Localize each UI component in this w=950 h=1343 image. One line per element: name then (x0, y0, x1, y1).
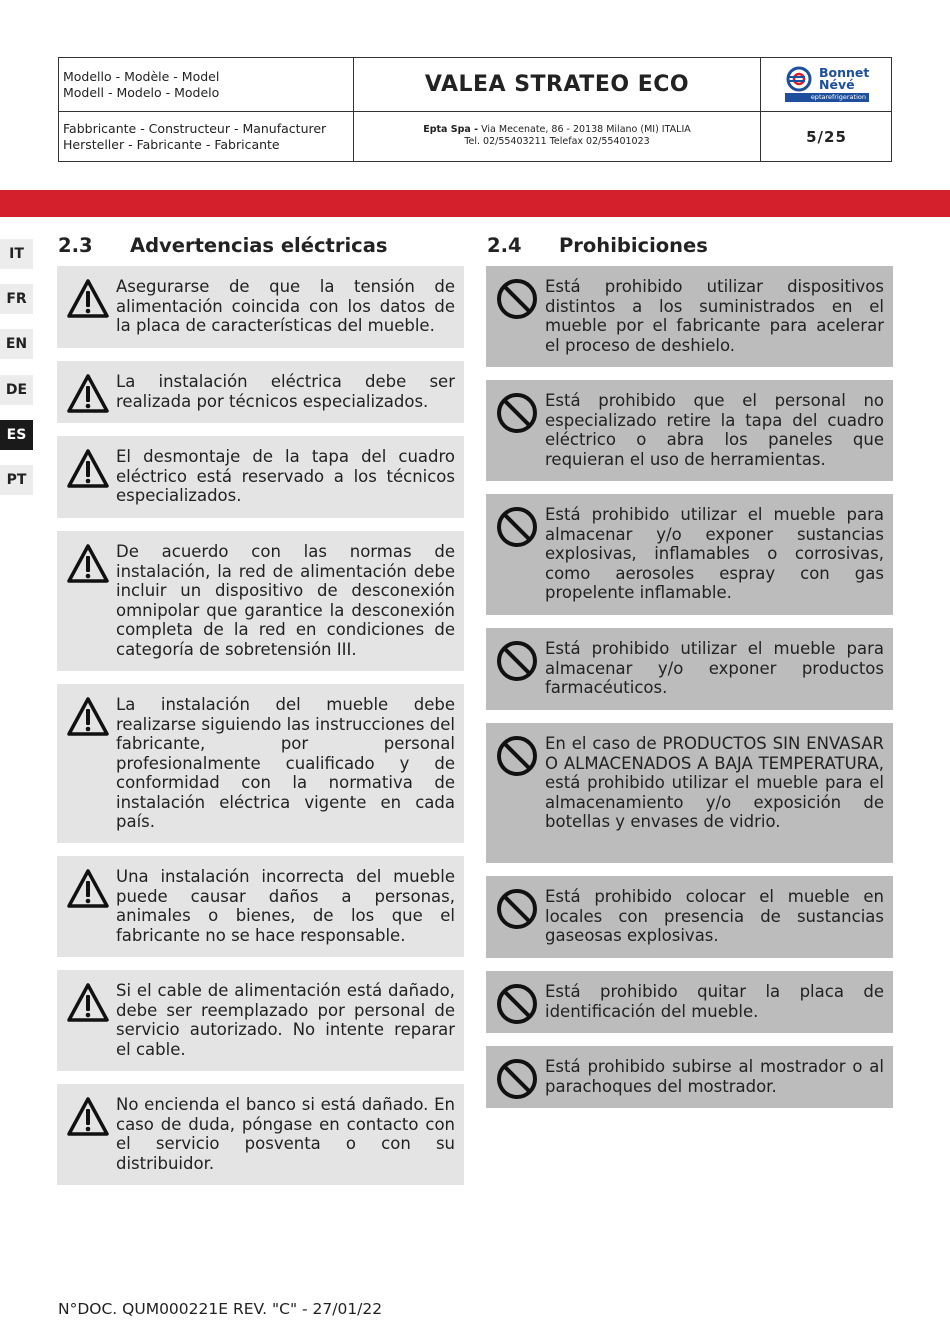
red-divider-band (0, 190, 950, 217)
logo-subtitle: eptarefrigeration (785, 93, 869, 102)
prohibition-text: Está prohibido subirse al mostrador o al parachoques del mostrador. (545, 1057, 884, 1096)
warning-item (57, 856, 464, 957)
warning-text: La instalación eléctrica debe ser realizada por técnicos especializados. (116, 372, 455, 411)
bonnet-neve-logo (783, 65, 873, 105)
lang-tab-de[interactable]: DE (0, 375, 33, 405)
logo-wordmark (819, 67, 869, 91)
lang-tab-it[interactable]: IT (0, 239, 33, 269)
manufacturer-label-cell (59, 112, 354, 161)
manufacturer-label-line-1: Fabbricante - Constructeur - Manufacturer (63, 121, 327, 136)
prohibition-item (486, 628, 893, 710)
document-header (58, 57, 892, 162)
warning-item (57, 361, 464, 423)
warning-text: No encienda el banco si está dañado. En caso de duda, póngase en contacto con el servicio posventa o con su distribuidor. (116, 1095, 455, 1173)
prohibition-item (486, 380, 893, 481)
warning-text: Si el cable de alimentación está dañado, debe ser reemplazado por personal de servicio autorizado. No intente reparar el cable. (116, 981, 455, 1059)
warning-item (57, 684, 464, 843)
lang-tab-es[interactable]: ES (0, 420, 33, 450)
section-title: Advertencias eléctricas (130, 234, 388, 257)
prohibition-text: Está prohibido que el personal no especializado retire la tapa del cuadro eléctrico o abra los paneles que requieran el uso de herramientas. (545, 391, 884, 469)
address-company: Epta Spa - (423, 124, 479, 135)
prohibited-icon (495, 1057, 539, 1101)
prohibition-item (486, 723, 893, 863)
prohibited-icon (495, 277, 539, 321)
section-heading-electrical (58, 234, 387, 257)
section-heading-prohibitions (487, 234, 708, 257)
section-number: 2.4 (487, 234, 522, 257)
prohibited-icon (495, 391, 539, 435)
model-label-line-2: Modell - Modelo - Modelo (63, 85, 220, 100)
warning-triangle-icon (66, 695, 110, 739)
prohibited-icon (495, 887, 539, 931)
warning-triangle-icon (66, 1095, 110, 1139)
prohibition-item (486, 494, 893, 615)
warning-item (57, 970, 464, 1071)
euro-swirl-icon (783, 65, 819, 93)
prohibition-text: Está prohibido quitar la placa de identificación del mueble. (545, 982, 884, 1021)
warning-item (57, 436, 464, 518)
warning-triangle-icon (66, 447, 110, 491)
warning-triangle-icon (66, 277, 110, 321)
warning-item (57, 1084, 464, 1185)
page-number: 5/25 (806, 127, 847, 146)
manufacturer-address (354, 112, 761, 161)
warning-text: De acuerdo con las normas de instalación, la red de alimentación debe incluir un dispositivo de desconexión omnipolar que garantice la desconexión completa de la red en condiciones de categoría de sobretensión III. (116, 542, 455, 659)
prohibition-text: En el caso de PRODUCTOS SIN ENVASAR O ALMACENADOS A BAJA TEMPERATURA, está prohibido utilizar el mueble para el almacenamiento y/o exposición de botellas y envases de vidrio. (545, 734, 884, 831)
document-reference: N°DOC. QUM000221E REV. "C" - 27/01/22 (58, 1300, 383, 1318)
prohibited-icon (495, 982, 539, 1026)
manufacturer-label-line-2: Hersteller - Fabricante - Fabricante (63, 137, 280, 152)
brand-logo-cell (761, 58, 892, 112)
lang-tab-en[interactable]: EN (0, 329, 33, 359)
prohibited-icon (495, 505, 539, 549)
prohibition-item (486, 1046, 893, 1108)
prohibition-text: Está prohibido utilizar dispositivos distintos a los suministrados en el mueble por el fabricante para acelerar el proceso de deshielo. (545, 277, 884, 355)
warning-triangle-icon (66, 542, 110, 586)
warning-item (57, 266, 464, 348)
warning-text: Asegurarse de que la tensión de alimentación coincida con los datos de la placa de características del mueble. (116, 277, 455, 335)
prohibition-item (486, 266, 893, 367)
lang-tab-pt[interactable]: PT (0, 465, 33, 495)
warning-triangle-icon (66, 372, 110, 416)
address-phone: Tel. 02/55403211 Telefax 02/55401023 (464, 136, 650, 147)
prohibited-icon (495, 734, 539, 778)
lang-tab-fr[interactable]: FR (0, 284, 33, 314)
model-label-line-1: Modello - Modèle - Model (63, 69, 220, 84)
warning-text: La instalación del mueble debe realizarse siguiendo las instrucciones del fabricante, por personal profesionalmente cualificado y de conformidad con la normativa de instalación eléctrica vigente en cada país. (116, 695, 455, 831)
prohibition-text: Está prohibido colocar el mueble en locales con presencia de sustancias gaseosas explosivas. (545, 887, 884, 945)
model-label-cell (59, 58, 354, 112)
warning-triangle-icon (66, 981, 110, 1025)
warning-text: Una instalación incorrecta del mueble puede causar daños a personas, animales o bienes, de los que el fabricante no se hace responsable. (116, 867, 455, 945)
address-street: Via Mecenate, 86 - 20138 Milano (MI) ITALIA (478, 124, 691, 135)
section-number: 2.3 (58, 234, 93, 257)
section-title: Prohibiciones (559, 234, 708, 257)
logo-line-2: Névé (819, 77, 855, 92)
warning-text: El desmontaje de la tapa del cuadro eléctrico está reservado a los técnicos especializados. (116, 447, 455, 505)
logo-line-1: Bonnet (819, 65, 870, 80)
prohibited-icon (495, 639, 539, 683)
prohibition-item (486, 876, 893, 958)
warning-triangle-icon (66, 867, 110, 911)
prohibition-text: Está prohibido utilizar el mueble para almacenar y/o exponer productos farmacéuticos. (545, 639, 884, 697)
prohibition-text: Está prohibido utilizar el mueble para almacenar y/o exponer sustancias explosivas, inflamables o corrosivas, como aerosoles espray con gas propelente inflamable. (545, 505, 884, 602)
product-title: VALEA STRATEO ECO (354, 58, 761, 112)
prohibition-item (486, 971, 893, 1033)
warning-item (57, 531, 464, 671)
